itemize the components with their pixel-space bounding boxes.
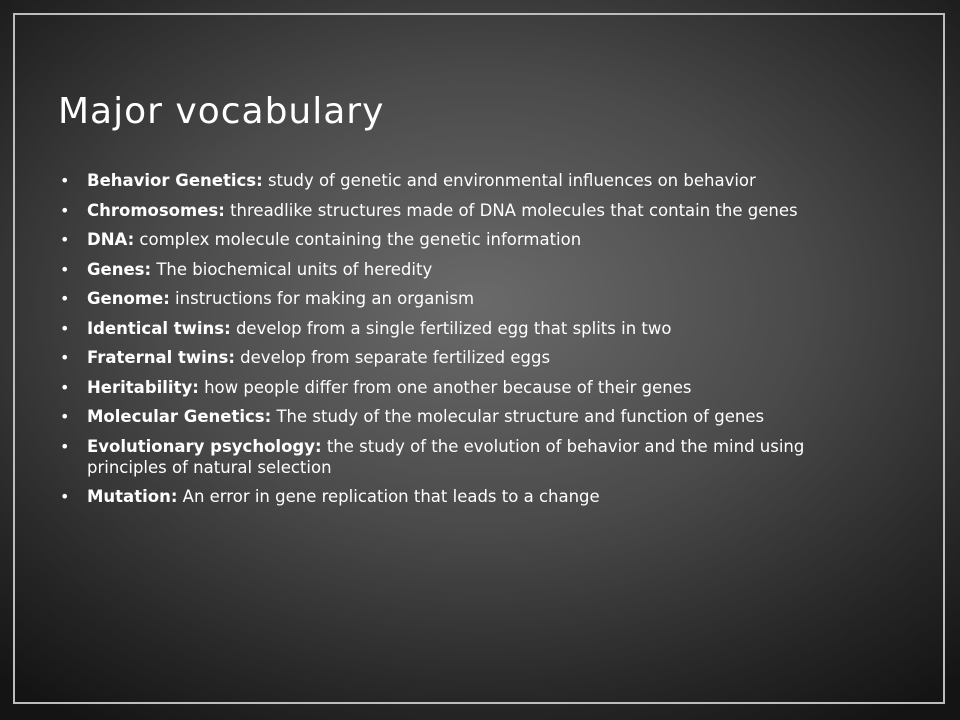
vocab-item-mutation	[58, 486, 858, 507]
vocab-definition: threadlike structures made of DNA molecules that contain the genes	[224, 200, 798, 220]
bullet-icon: •	[60, 318, 70, 338]
vocab-term: Mutation:	[87, 487, 178, 506]
vocab-term: Molecular Genetics:	[87, 407, 272, 426]
vocab-term: Identical twins:	[87, 318, 231, 338]
bullet-icon: •	[60, 377, 70, 397]
bullet-icon: •	[60, 348, 70, 367]
vocab-definition: study of genetic and environmental influences on behavior	[262, 171, 756, 190]
vocab-definition: instructions for making an organism	[169, 289, 475, 308]
vocab-item-behavior-genetics	[58, 170, 858, 191]
vocab-term: Genome:	[87, 289, 170, 308]
vocab-definition: how people differ from one another because of their genes	[198, 377, 692, 397]
bullet-icon: •	[60, 289, 70, 308]
vocab-definition: The study of the molecular structure and function of genes	[271, 407, 765, 426]
vocab-term: Evolutionary psychology:	[87, 436, 322, 456]
bullet-icon: •	[60, 436, 70, 456]
vocab-item-chromosomes	[58, 200, 858, 221]
vocab-term: Genes:	[87, 259, 152, 279]
vocab-item-evolutionary-psychology	[58, 436, 858, 478]
vocabulary-list	[58, 170, 858, 516]
vocab-item-molecular-genetics	[58, 406, 858, 427]
vocab-item-genes	[58, 259, 858, 280]
vocab-term: DNA:	[87, 230, 135, 249]
vocab-term: Chromosomes:	[87, 200, 225, 220]
vocab-definition: An error in gene replication that leads to a change	[177, 487, 600, 506]
vocab-definition: complex molecule containing the genetic information	[134, 230, 582, 249]
vocab-definition: develop from separate fertilized eggs	[234, 348, 551, 367]
vocab-item-identical-twins	[58, 318, 858, 339]
bullet-icon: •	[60, 171, 70, 190]
vocab-item-fraternal-twins	[58, 347, 858, 368]
bullet-icon: •	[60, 487, 70, 506]
vocab-term: Fraternal twins:	[87, 348, 235, 367]
vocab-item-genome	[58, 288, 858, 309]
vocab-definition: The biochemical units of heredity	[151, 259, 433, 279]
slide-title: Major vocabulary	[58, 91, 385, 132]
vocab-item-dna	[58, 229, 858, 250]
bullet-icon: •	[60, 259, 70, 279]
bullet-icon: •	[60, 230, 70, 249]
vocab-term: Heritability:	[87, 377, 199, 397]
vocab-definition: the study of the evolution of behavior and the mind using principles of natural selection	[87, 436, 805, 477]
bullet-icon: •	[60, 407, 70, 426]
vocab-item-heritability	[58, 377, 858, 398]
bullet-icon: •	[60, 200, 70, 220]
vocab-term: Behavior Genetics:	[87, 171, 263, 190]
vocab-definition: develop from a single fertilized egg that splits in two	[230, 318, 672, 338]
